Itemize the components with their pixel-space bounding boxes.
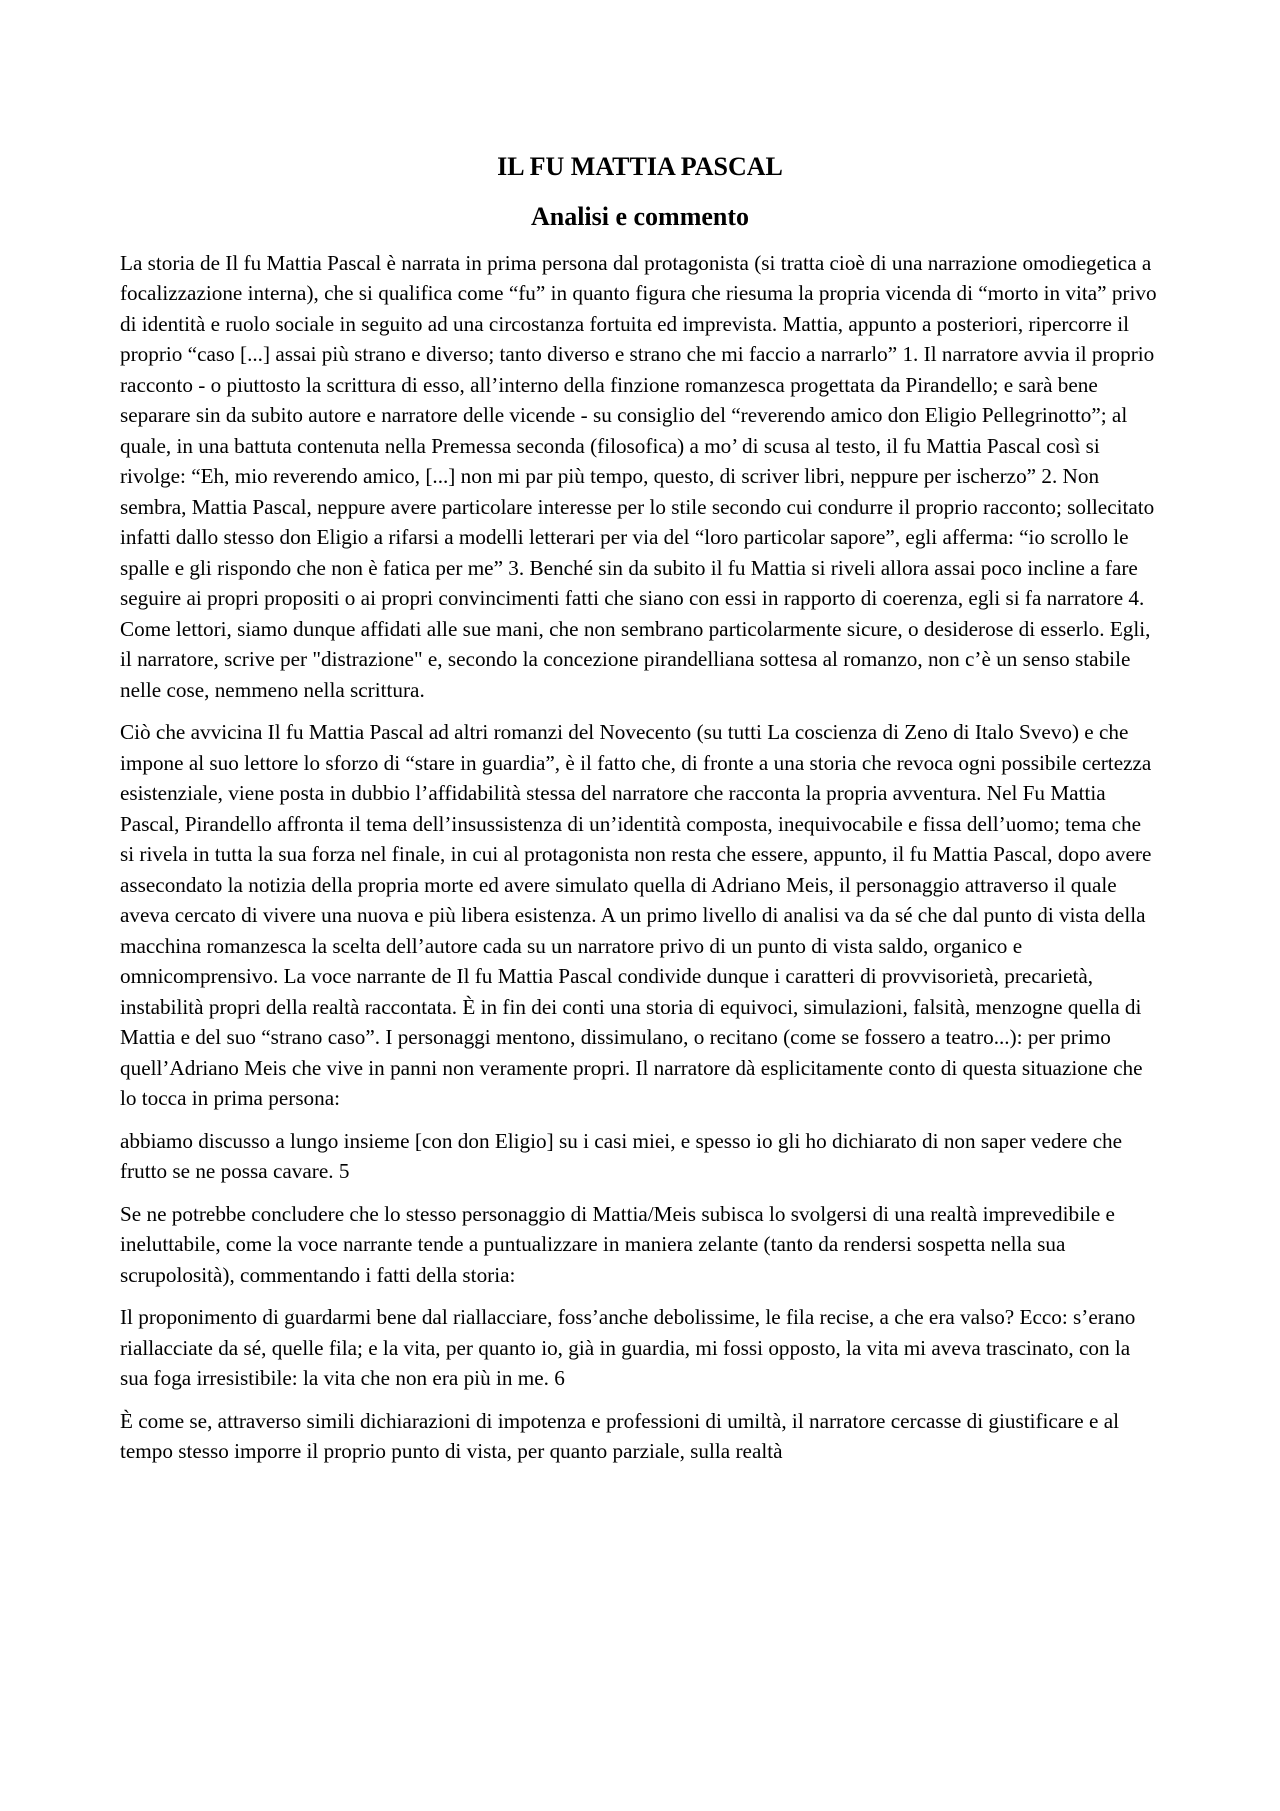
quote-paragraph-1: abbiamo discusso a lungo insieme [con don Eligio] su i casi miei, e spesso io gli ho dichiarato di non saper vedere che frutto se ne possa cavare. 5: [120, 1128, 1123, 1184]
document-title: IL FU MATTIA PASCAL: [497, 152, 783, 181]
paragraph-4: È come se, attraverso simili dichiarazioni di impotenza e professioni di umiltà, il narratore cercasse di giustificare e al tempo stesso imporre il proprio punto di vista, per quanto parziale, sulla realtà: [120, 1408, 1119, 1464]
document-subtitle: Analisi e commento: [530, 201, 750, 231]
paragraph-1: La storia de Il fu Mattia Pascal è narrata in prima persona dal protagonista (si tratta cioè di una narrazione omodiegetica a focalizzazione interna), che si qualifica come “fu” in quanto figura che riesuma la propria vicenda di “morto in vita” privo di identità e ruolo sociale in seguito ad una circostanza fortuita ed imprevista. Mattia, appunto a posteriori, ripercorre il proprio “caso [...] assai più strano e diverso; tanto diverso e strano che mi faccio a narrarlo” 1. Il narratore avvia il proprio racconto - o piuttosto la scrittura di esso, all’interno della finzione romanzesca progettata da Pirandello; e sarà bene separare sin da subito autore e narratore delle vicende - su consiglio del “reverendo amico don Eligio Pellegrinotto”; al quale, in una battuta contenuta nella Premessa seconda (filosofica) a mo’ di scusa al testo, il fu Mattia Pascal così si rivolge: “Eh, mio reverendo amico, [...] non mi par più tempo, questo, di scriver libri, neppure per ischerzo” 2. Non sembra, Mattia Pascal, neppure avere particolare interesse per lo stile secondo cui condurre il proprio racconto; sollecitato infatti dallo stesso don Eligio a rifarsi a modelli letterari per via del “loro particolar sapore”, egli afferma: “io scrollo le spalle e gli rispondo che non è fatica per me” 3. Benché sin da subito il fu Mattia si riveli allora assai poco incline a fare seguire ai propri propositi o ai propri convincimenti fatti che siano con essi in rapporto di coerenza, egli si fa narratore 4. Come lettori, siamo dunque affidati alle sue mani, che non sembrano particolarmente sicure, o desiderose di esserlo. Egli, il narratore, scrive per "distrazione" e, secondo la concezione pirandelliana sottesa al romanzo, non c’è un senso stabile nelle cose, nemmeno nella scrittura.: [120, 250, 1157, 702]
quote-paragraph-2: Il proponimento di guardarmi bene dal riallacciare, foss’anche debolissime, le fila recise, a che era valso? Ecco: s’erano riallacciate da sé, quelle fila; e la vita, per quanto io, già in guardia, mi fossi opposto, la vita mi aveva trascinato, con la sua foga irresistibile: la vita che non era più in me. 6: [120, 1305, 1136, 1391]
paragraph-3: Se ne potrebbe concludere che lo stesso personaggio di Mattia/Meis subisca lo svolgersi di una realtà imprevedibile e ineluttabile, come la voce narrante tende a puntualizzare in maniera zelante (tanto da rendersi sospetta nella sua scrupolosità), commentando i fatti della storia:: [120, 1201, 1115, 1287]
paragraph-2: Ciò che avvicina Il fu Mattia Pascal ad altri romanzi del Novecento (su tutti La coscienza di Zeno di Italo Svevo) e che impone al suo lettore lo sforzo di “stare in guardia”, è il fatto che, di fronte a una storia che revoca ogni possibile certezza esistenziale, viene posta in dubbio l’affidabilità stessa del narratore che racconta la propria avventura. Nel Fu Mattia Pascal, Pirandello affronta il tema dell’insussistenza di un’identità composta, inequivocabile e fissa dell’uomo; tema che si rivela in tutta la sua forza nel finale, in cui al protagonista non resta che essere, appunto, il fu Mattia Pascal, dopo avere assecondato la notizia della propria morte ed avere simulato quella di Adriano Meis, il personaggio attraverso il quale aveva cercato di vivere una nuova e più libera esistenza. A un primo livello di analisi va da sé che dal punto di vista della macchina romanzesca la scelta dell’autore cada su un narratore privo di un punto di vista saldo, organico e omnicomprensivo. La voce narrante de Il fu Mattia Pascal condivide dunque i caratteri di provvisorietà, precarietà, instabilità propri della realtà raccontata. È in fin dei conti una storia di equivoci, simulazioni, falsità, menzogne quella di Mattia e del suo “strano caso”. I personaggi mentono, dissimulano, o recitano (come se fossero a teatro...): per primo quell’Adriano Meis che vive in panni non veramente propri. Il narratore dà esplicitamente conto di questa situazione che lo tocca in prima persona:: [120, 720, 1152, 1111]
document-body: [120, 150, 1160, 1479]
